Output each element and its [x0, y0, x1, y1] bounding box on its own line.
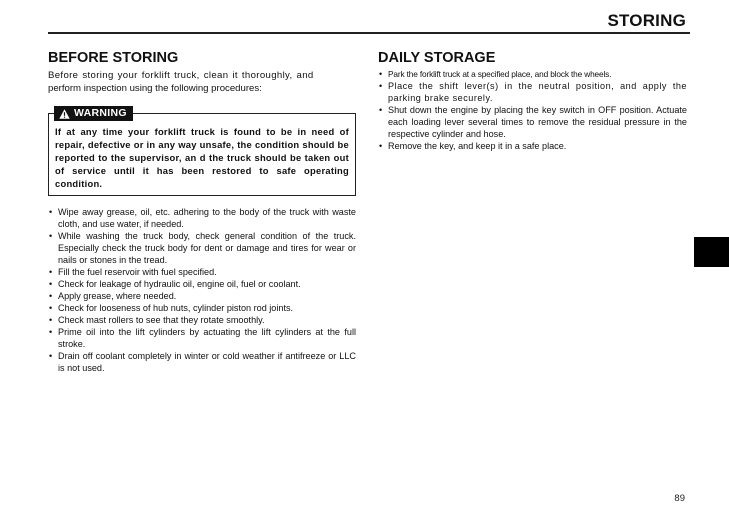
list-item: • Apply grease, where needed.	[49, 291, 177, 301]
list-item: • Wipe away grease, oil, etc. adhering to the body of the truck with waste cloth, and use water, if needed.	[49, 207, 356, 229]
bullet-icon: •	[49, 267, 53, 277]
bullet-icon: •	[49, 315, 53, 325]
bullet-icon: •	[49, 291, 53, 301]
warning-label	[54, 106, 133, 121]
list-item: • Check for looseness of hub nuts, cylinder piston rod joints.	[49, 303, 294, 313]
list-item: • Remove the key, and keep it in a safe place.	[379, 141, 567, 151]
list-item: • Check mast rollers to see that they rotate smoothly.	[49, 315, 265, 325]
bullet-icon: •	[49, 303, 53, 313]
daily-storage-list	[378, 68, 687, 152]
warning-text: If at any time your forklift truck is found to be in need of repair, defective or in any way unsafe, the condition should be reported to the supervisor, an d the truck should be taken out of service until it has been restored to safe operating condition.	[55, 126, 349, 189]
daily-storage-title: DAILY STORAGE	[378, 50, 496, 66]
list-item: • Fill the fuel reservoir with fuel specified.	[49, 267, 217, 277]
warning-triangle-icon	[59, 109, 70, 119]
page-number: 89	[674, 493, 685, 504]
list-item: • Park the forklift truck at a specified place, and block the wheels.	[379, 69, 612, 79]
intro-line-2: perform inspection using the following procedures:	[48, 83, 262, 94]
page-header-title: STORING	[607, 11, 686, 30]
header-rule	[48, 32, 690, 34]
list-item: • Shut down the engine by placing the key switch in OFF position. Actuate each loading lever several times to remove the residual pressure in the respective cylinder and hose.	[379, 105, 687, 139]
bullet-icon: •	[379, 81, 383, 91]
list-item: • While washing the truck body, check general condition of the truck. Especially check the truck body for dent or damage and tires for wear or nails or stones in the tread.	[49, 231, 356, 265]
bullet-icon: •	[49, 351, 53, 361]
bullet-icon: •	[379, 69, 383, 79]
list-item: • Check for leakage of hydraulic oil, engine oil, fuel or coolant.	[49, 279, 301, 289]
intro-line-1: Before storing your forklift truck, clean it thoroughly, and	[48, 70, 314, 81]
daily-storage-section	[378, 49, 687, 152]
bullet-icon: •	[49, 207, 53, 217]
list-item: • Place the shift lever(s) in the neutral position, and apply the parking brake securely.	[379, 81, 687, 103]
warning-label-text: WARNING	[74, 107, 127, 119]
bullet-icon: •	[49, 231, 53, 241]
bullet-icon: •	[49, 327, 53, 337]
before-storing-intro	[48, 69, 356, 95]
chapter-thumb-tab	[694, 237, 729, 267]
before-storing-section	[48, 49, 356, 374]
list-item: • Prime oil into the lift cylinders by actuating the lift cylinders at the full stroke.	[49, 327, 356, 349]
before-storing-title: BEFORE STORING	[48, 50, 179, 66]
bullet-icon: •	[379, 141, 383, 151]
before-storing-list	[48, 206, 356, 374]
bullet-icon: •	[379, 105, 383, 115]
list-item: • Drain off coolant completely in winter or cold weather if antifreeze or LLC is not used.	[49, 351, 356, 373]
warning-box	[48, 107, 356, 196]
bullet-icon: •	[49, 279, 53, 289]
